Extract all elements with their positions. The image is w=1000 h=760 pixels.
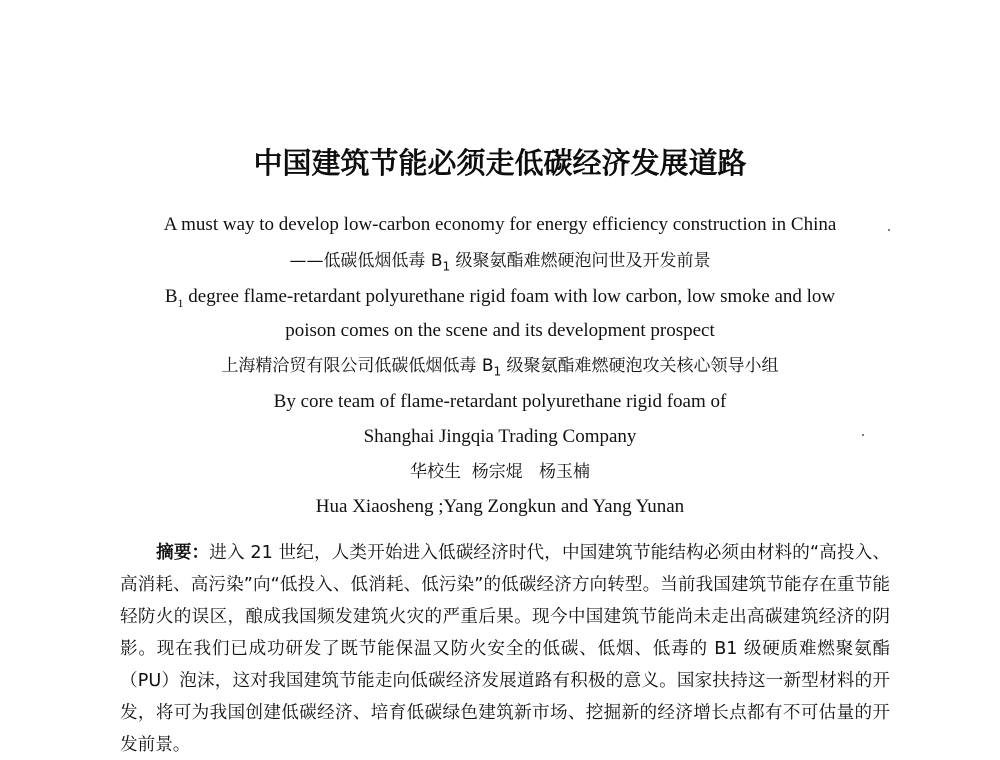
organization-chinese	[0, 352, 1000, 380]
english-subtitle-2-subscript: 1	[177, 295, 184, 310]
english-subtitle-2-line-1	[0, 283, 1000, 311]
scan-speck	[888, 229, 890, 231]
chinese-subtitle-prefix: ——低碳低烟低毒 B	[289, 251, 443, 271]
chinese-subtitle-subscript: 1	[442, 259, 451, 274]
organization-chinese-prefix: 上海精洽贸有限公司低碳低烟低毒 B	[221, 356, 494, 376]
english-subtitle-2-suffix: degree flame-retardant polyurethane rigid foam with low carbon, low smoke and low	[183, 286, 836, 307]
organization-chinese-suffix: 级聚氨酯难燃硬泡攻关核心领导小组	[501, 356, 779, 376]
english-subtitle-2-line-2: poison comes on the scene and its development prospect	[285, 320, 715, 341]
authors-english: Hua Xiaosheng ;Yang Zongkun and Yang Yunan	[315, 496, 685, 517]
paper-title: 中国建筑节能必须走低碳经济发展道路	[253, 146, 747, 180]
abstract	[120, 537, 890, 760]
organization-english-line-2: Shanghai Jingqia Trading Company	[363, 426, 637, 447]
abstract-text: 进入 21 世纪，人类开始进入低碳经济时代，中国建筑节能结构必须由材料的“高投入、高消耗、高污染”向“低投入、低消耗、低污染”的低碳经济方向转型。当前我国建筑节能存在重节能轻防火的误区，酿成我国频发建筑火灾的严重后果。现今中国建筑节能尚未走出高碳建筑经济的阴影。现在我们已成功研发了既节能保温又防火安全的低碳、低烟、低毒的 B1 级硬质难燃聚氨酯（PU）泡沫，这对我国建筑节能走向低碳经济发展道路有积极的意义。国家扶持这一新型材料的开发，将可为我国创建低碳经济、培育低碳绿色建筑新市场、挖掘新的经济增长点都有不可估量的开发前景。	[120, 543, 890, 755]
authors-chinese: 华校生 杨宗焜 杨玉楠	[409, 462, 591, 482]
organization-english-line-1: By core team of flame-retardant polyurethane rigid foam of	[273, 391, 727, 412]
chinese-subtitle-suffix: 级聚氨酯难燃硬泡问世及开发前景	[450, 251, 711, 271]
abstract-label: 摘要：	[156, 543, 210, 563]
chinese-subtitle	[0, 247, 1000, 275]
english-subtitle: A must way to develop low-carbon economy for energy efficiency construction in China	[163, 214, 837, 235]
english-subtitle-2-prefix: B	[164, 286, 178, 307]
organization-chinese-subscript: 1	[493, 364, 502, 379]
scan-speck	[862, 434, 864, 436]
